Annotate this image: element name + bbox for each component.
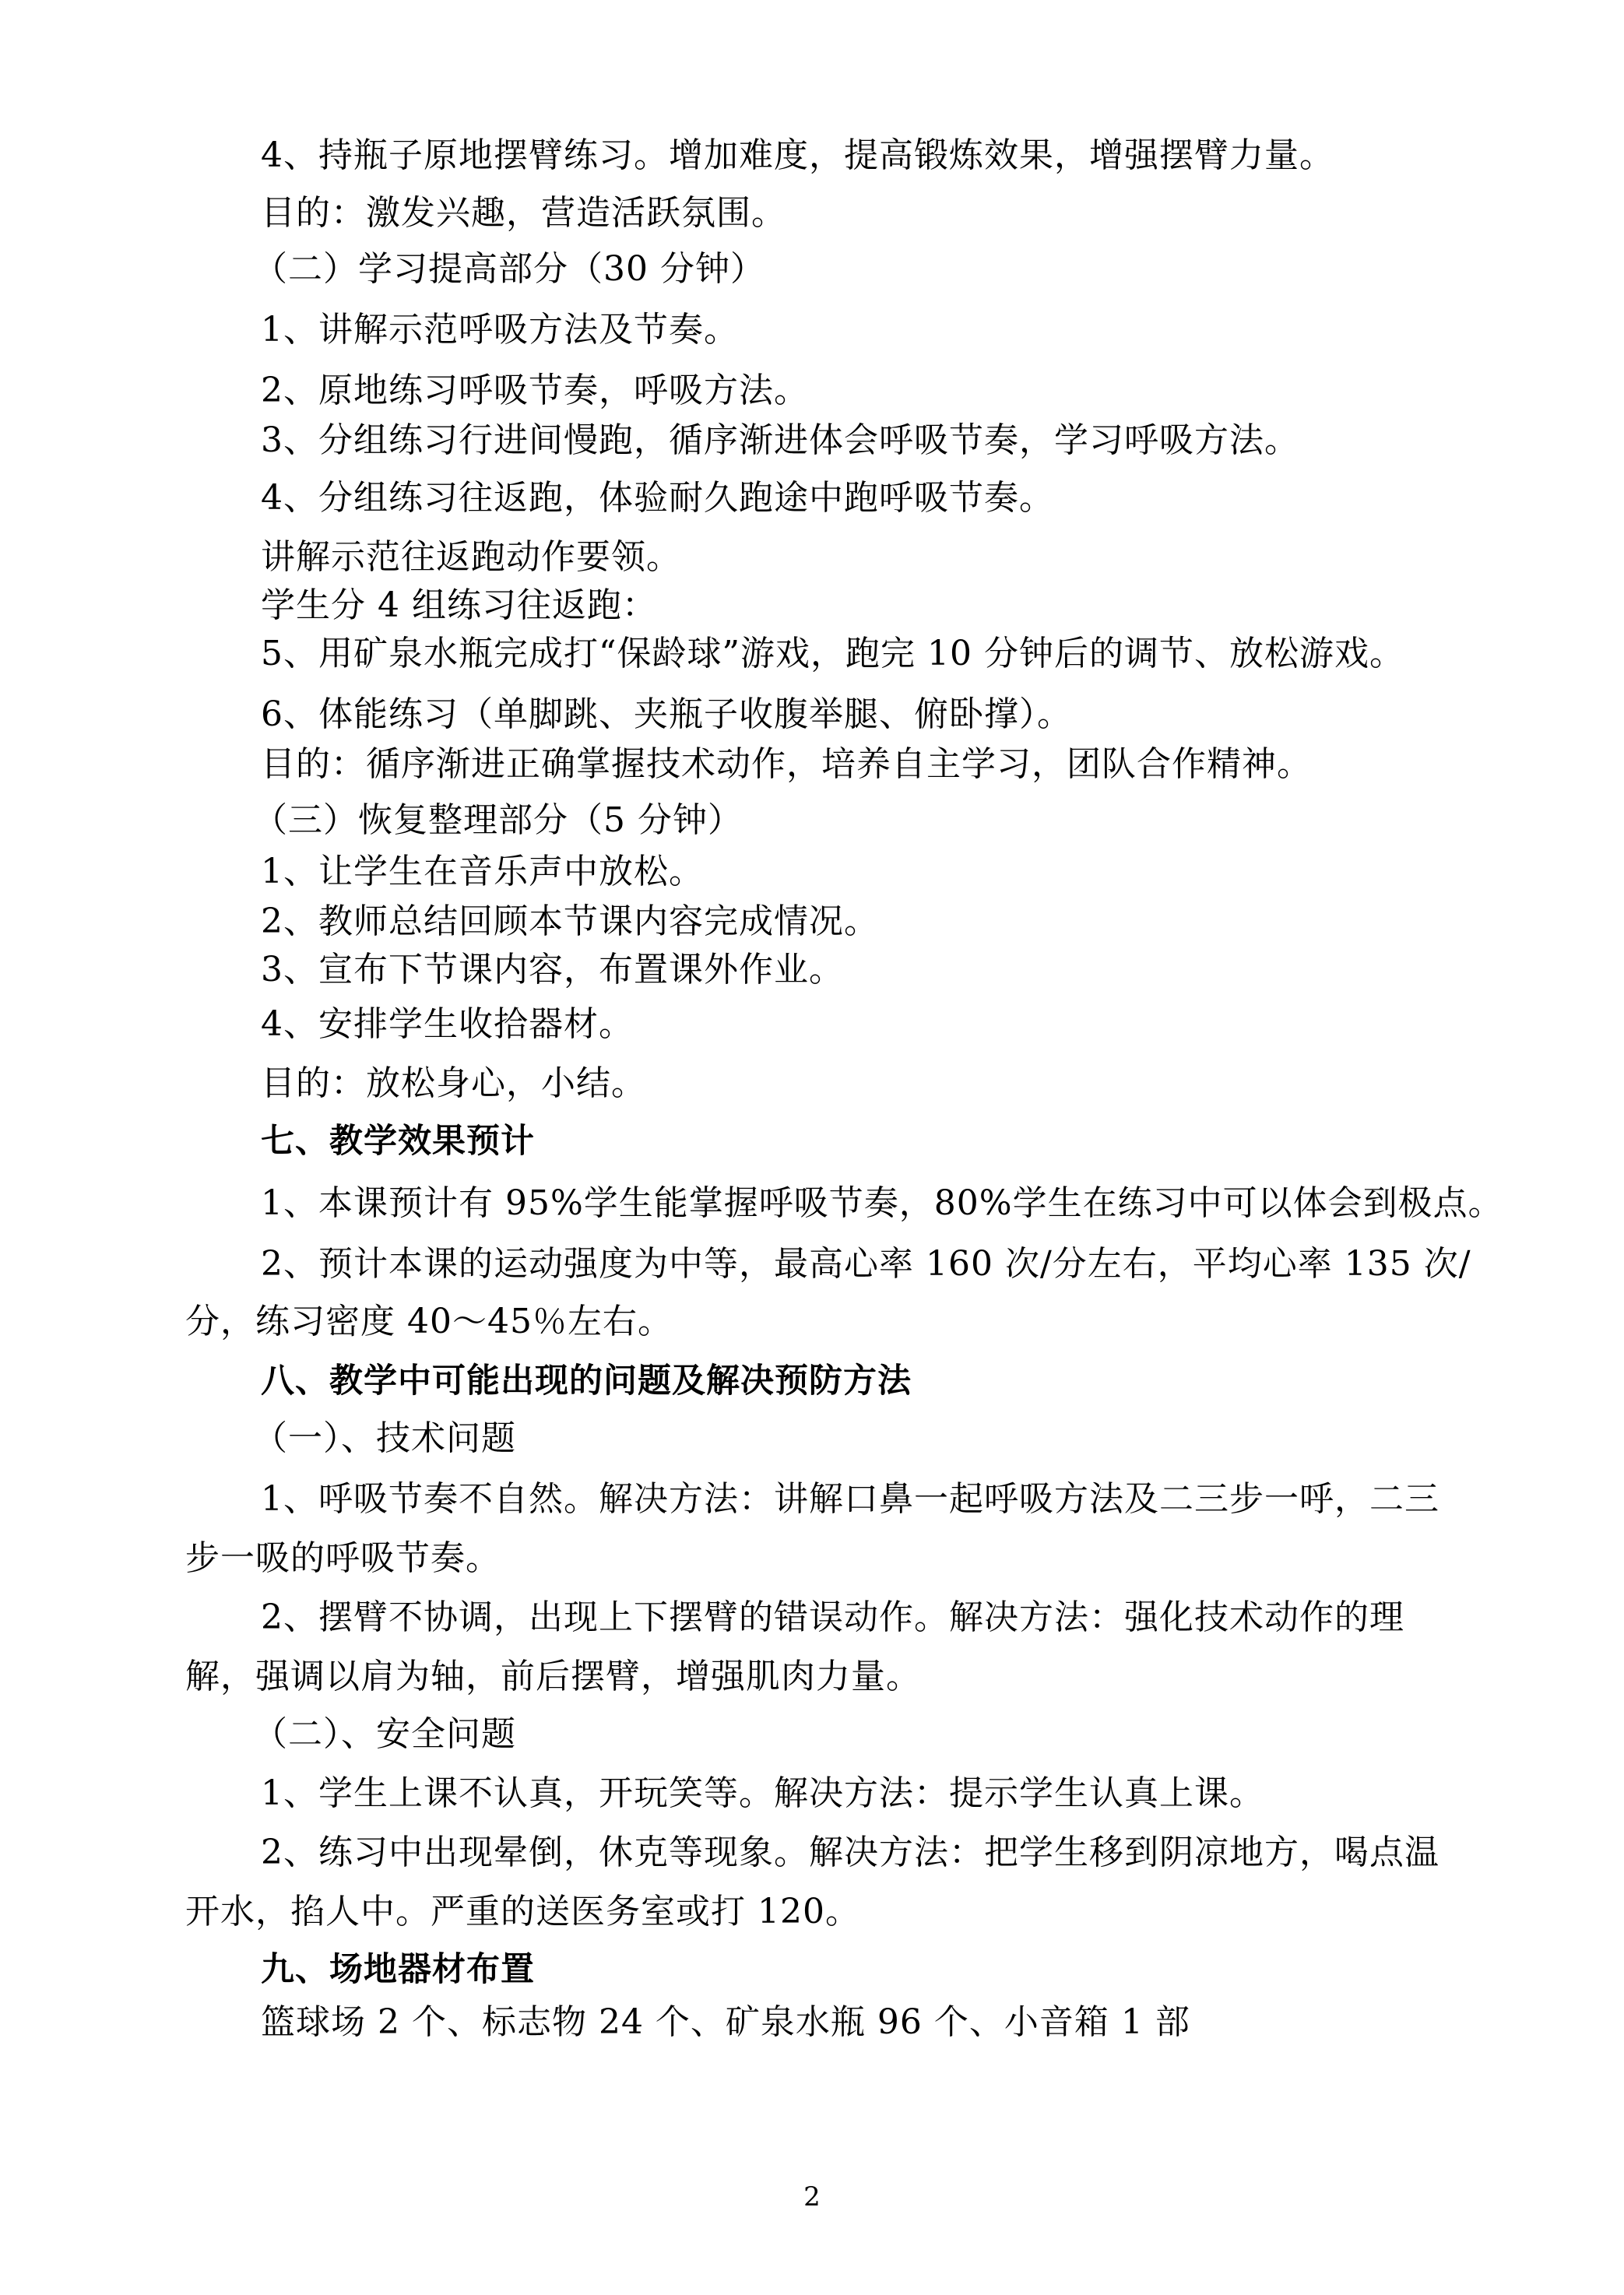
text-line: 5、用矿泉水瓶完成打“保龄球”游戏，跑完 10 分钟后的调节、放松游戏。 (261, 634, 1404, 673)
text-line: 篮球场 2 个、标志物 24 个、矿泉水瓶 96 个、小音箱 1 部 (261, 2002, 1190, 2042)
text-line: 2、摆臂不协调，出现上下摆臂的错误动作。解决方法：强化技术动作的理 (261, 1597, 1404, 1637)
text-line: 3、分组练习行进间慢跑，循序渐进体会呼吸节奏，学习呼吸方法。 (261, 420, 1299, 460)
section-heading: （三）恢复整理部分（5 分钟） (253, 800, 743, 840)
section-title: 七、教学效果预计 (261, 1122, 535, 1161)
text-line: 学生分 4 组练习往返跑： (261, 585, 657, 625)
text-line: 2、练习中出现晕倒，休克等现象。解决方法：把学生移到阴凉地方，喝点温 (261, 1833, 1439, 1872)
section-heading: （一）、技术问题 (253, 1418, 516, 1458)
text-line: 分，练习密度 40～45％左右。 (185, 1302, 673, 1341)
text-line: 解，强调以肩为轴，前后摆臂，增强肌肉力量。 (185, 1657, 921, 1696)
text-line: 2、教师总结回顾本节课内容完成情况。 (261, 901, 879, 941)
text-line: 目的：放松身心，小结。 (261, 1063, 646, 1103)
text-line: 4、安排学生收拾器材。 (261, 1004, 634, 1044)
section-title: 九、场地器材布置 (261, 1950, 535, 1989)
text-line: 1、本课预计有 95%学生能掌握呼吸节奏，80%学生在练习中可以体会到极点。 (261, 1183, 1503, 1223)
text-line: 1、让学生在音乐声中放松。 (261, 852, 704, 891)
text-line: 1、学生上课不认真，开玩笑等。解决方法：提示学生认真上课。 (261, 1773, 1264, 1813)
section-heading: （二）、安全问题 (253, 1714, 516, 1754)
text-line: 目的：循序渐进正确掌握技术动作，培养自主学习，团队合作精神。 (261, 744, 1312, 784)
text-line: 1、讲解示范呼吸方法及节奏。 (261, 310, 739, 350)
text-line: 6、体能练习（单脚跳、夹瓶子收腹举腿、俯卧撑）。 (261, 694, 1072, 734)
text-line: 1、呼吸节奏不自然。解决方法：讲解口鼻一起呼吸方法及二三步一呼，二三 (261, 1479, 1439, 1519)
text-line: 开水，掐人中。严重的送医务室或打 120。 (185, 1892, 860, 1931)
text-line: 2、预计本课的运动强度为中等，最高心率 160 次/分左右，平均心率 135 次/ (261, 1244, 1471, 1284)
text-line: 4、分组练习往返跑，体验耐久跑途中跑呼吸节奏。 (261, 478, 1054, 518)
section-title: 八、教学中可能出现的问题及解决预防方法 (261, 1362, 912, 1401)
text-line: 步一吸的呼吸节奏。 (185, 1538, 501, 1578)
text-line: 2、原地练习呼吸节奏，呼吸方法。 (261, 371, 809, 410)
text-line: 讲解示范往返跑动作要领。 (261, 537, 681, 577)
text-line: 3、宣布下节课内容，布置课外作业。 (261, 950, 844, 989)
page-number: 2 (803, 2181, 821, 2212)
text-line: 目的：激发兴趣，营造活跃氛围。 (261, 193, 786, 233)
section-heading: （二）学习提高部分（30 分钟） (253, 249, 765, 289)
text-line: 4、持瓶子原地摆臂练习。增加难度，提高锻炼效果，增强摆臂力量。 (261, 135, 1334, 175)
